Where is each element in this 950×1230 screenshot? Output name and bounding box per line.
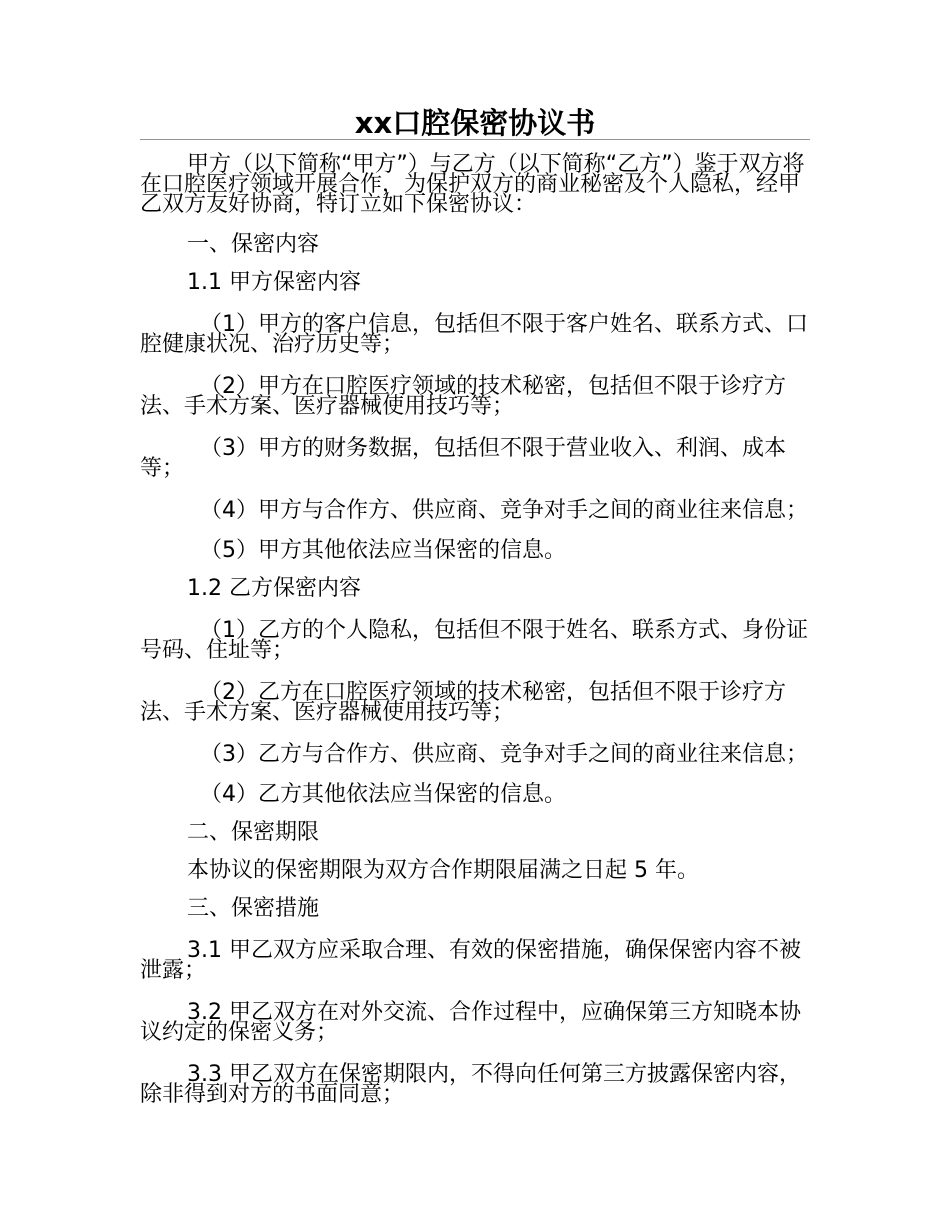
clause-1-2-2: （2）乙方在口腔医疗领域的技术秘密，包括但不限于诊疗方法、手术方案、医疗器械使用技巧等； (140, 680, 786, 725)
section-heading-1: 一、保密内容 (187, 232, 320, 257)
clause-3-1: 3.1 甲乙双方应采取合理、有效的保密措施，确保保密内容不被泄露； (140, 938, 801, 983)
clause-1-1-5: （5）甲方其他依法应当保密的信息。 (200, 538, 566, 563)
clause-2-body: 本协议的保密期限为双方合作期限届满之日起 5 年。 (187, 858, 699, 883)
clause-1-2-4: （4）乙方其他依法应当保密的信息。 (200, 782, 566, 807)
clause-1-2-3: （3）乙方与合作方、供应商、竞争对手之间的商业往来信息； (200, 742, 808, 767)
document-body (140, 152, 810, 1107)
clause-3-3: 3.3 甲乙双方在保密期限内，不得向任何第三方披露保密内容，除非得到对方的书面同意； (140, 1062, 801, 1107)
section-heading-2: 二、保密期限 (187, 820, 320, 845)
subsection-heading-1-1: 1.1 甲方保密内容 (187, 270, 361, 295)
intro-paragraph: 甲方（以下简称“甲方”）与乙方（以下简称“乙方”）鉴于双方将在口腔医疗领域开展合作，为保护双方的商业秘密及个人隐私，经甲乙双方友好协商，特订立如下保密协议： (140, 152, 805, 217)
clause-1-1-1: （1）甲方的客户信息，包括但不限于客户姓名、联系方式、口腔健康状况、治疗历史等； (140, 312, 808, 357)
clause-3-2: 3.2 甲乙双方在对外交流、合作过程中，应确保第三方知晓本协议约定的保密义务； (140, 1000, 801, 1045)
clause-1-1-3: （3）甲方的财务数据，包括但不限于营业收入、利润、成本等； (140, 436, 786, 481)
clause-1-1-4: （4）甲方与合作方、供应商、竞争对手之间的商业往来信息； (200, 498, 808, 523)
title-underline (140, 139, 810, 140)
clause-1-1-2: （2）甲方在口腔医疗领域的技术秘密，包括但不限于诊疗方法、手术方案、医疗器械使用技巧等； (140, 374, 786, 419)
subsection-heading-1-2: 1.2 乙方保密内容 (187, 576, 361, 601)
section-heading-3: 三、保密措施 (187, 896, 320, 921)
clause-1-2-1: （1）乙方的个人隐私，包括但不限于姓名、联系方式、身份证号码、住址等； (140, 618, 808, 663)
document-title: xx口腔保密协议书 (354, 106, 596, 140)
